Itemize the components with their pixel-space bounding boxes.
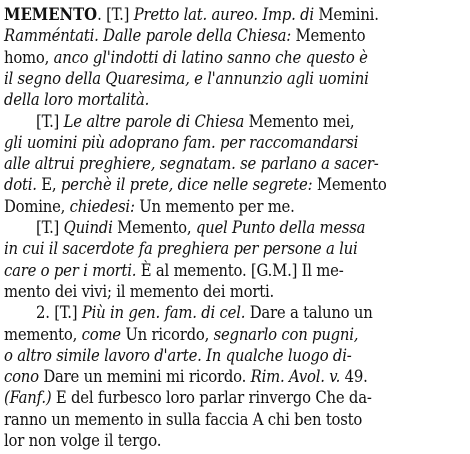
italic-text: segnarlo con pugni, [213, 324, 359, 344]
italic-text: cono [4, 367, 39, 387]
roman-text: Dare un memini mi ricordo. [38, 367, 251, 387]
italic-text: come [81, 324, 121, 344]
roman-text: [T.] [36, 218, 64, 237]
italic-text: (Fanf.) [4, 388, 52, 408]
italic-text: gli uomini più adoprano fam. per raccomandarsi [4, 132, 359, 152]
italic-text: Quindi [63, 218, 113, 237]
roman-text: Un ricordo, [120, 324, 214, 344]
roman-text: Memento mei, [244, 111, 355, 131]
italic-text: in cui il sacerdote fa preghiera per persone a lui [4, 239, 358, 259]
roman-text: E, [41, 175, 61, 195]
italic-text: doti. [4, 175, 42, 195]
italic-text: care o per i morti. [4, 260, 137, 280]
italic-text: Più in gen. fam. di cel. [81, 303, 246, 323]
italic-text: il segno della Quaresima, e l'annunzio agli uomini [4, 68, 369, 88]
roman-text: Memento, [112, 218, 196, 237]
roman-text: Domine, [4, 196, 70, 216]
italic-text: alle altrui preghiere, segnatam. se parlano a sacer- [4, 154, 379, 174]
roman-text: Un memento per me. [134, 196, 295, 216]
italic-text: perchè il prete, dice nelle segrete: [60, 175, 313, 195]
roman-text: Memento [312, 175, 387, 195]
roman-text: [T.] [36, 111, 64, 131]
roman-text: . [T.] [97, 5, 134, 24]
italic-text: della loro mortalità. [4, 90, 150, 110]
roman-text: È al memento. [G.M.] Il me- [136, 260, 344, 280]
roman-text: E del furbesco loro parlar rinvergo Che da- [51, 388, 372, 408]
roman-text: homo, [4, 47, 54, 67]
headword: MEMENTO [4, 5, 98, 24]
roman-text: Dare a taluno un [245, 303, 373, 323]
italic-text: Le altre parole di Chiesa [63, 111, 245, 131]
roman-text: lor non volge il tergo. [4, 431, 162, 450]
italic-text: anco gl'indotti di latino sanno che questo è [53, 47, 368, 67]
italic-text: Pretto lat. aureo. Imp. di [133, 5, 314, 24]
roman-text: ranno un memento in sulla faccia A chi ben tosto [4, 409, 363, 429]
italic-text: chiedesi: [69, 196, 135, 216]
roman-text: 49. [340, 367, 368, 387]
italic-text: Rim. Avol. v. [250, 367, 341, 387]
italic-text: quel Punto della messa [195, 218, 366, 237]
roman-text: mento dei vivi; il memento dei morti. [4, 281, 274, 301]
italic-text: o altro simile lavoro d'arte. In qualche luogo di- [4, 345, 352, 365]
roman-text: Memini. [313, 5, 379, 24]
roman-text: Memento [291, 26, 366, 46]
roman-text: memento, [4, 324, 82, 344]
italic-text: Ramméntati. Dalle parole della Chiesa: [4, 26, 292, 46]
roman-text: 2. [T.] [36, 303, 82, 323]
entry-line [4, 428, 161, 454]
